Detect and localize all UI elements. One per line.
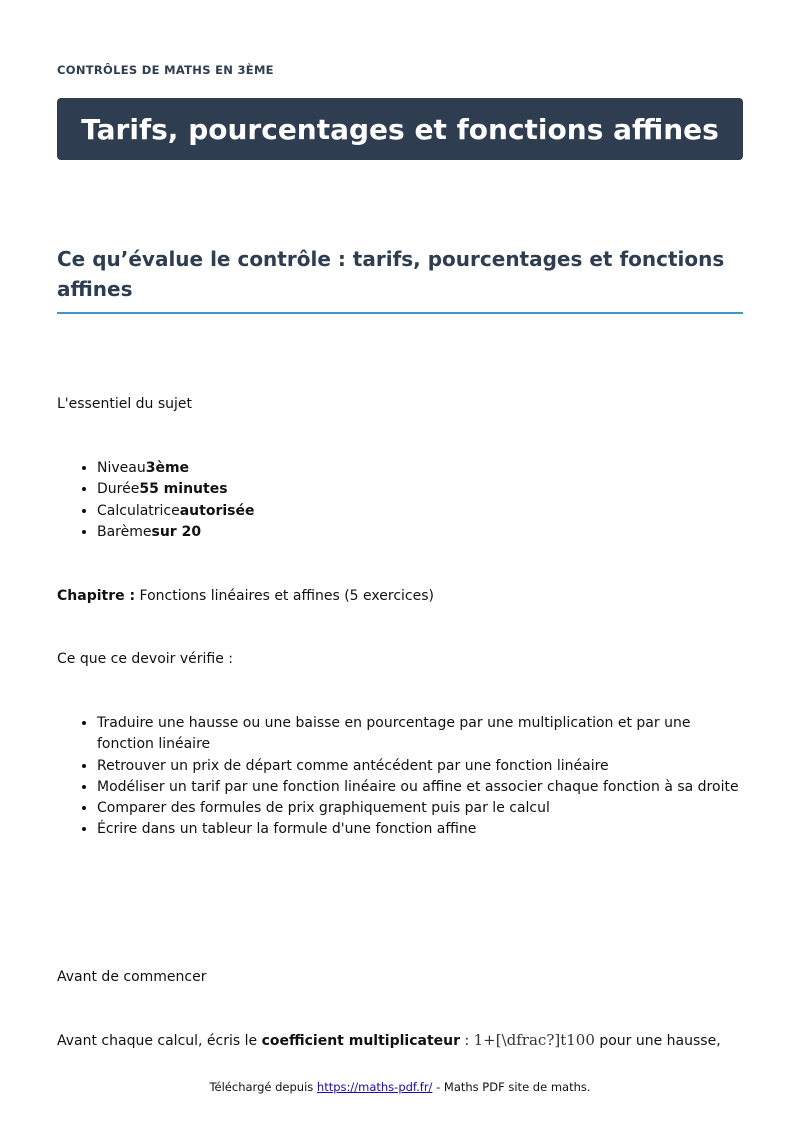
list-item [97,522,743,543]
list-item: • Traduire une hausse ou une baisse en pourcentage par une multiplication et par une fonction linéaire [97,713,743,756]
document-title: Tarifs, pourcentages et fonctions affines [81,112,719,146]
checks-list [57,713,743,841]
essential-label: Durée [97,481,140,498]
coefficient-term: coefficient multiplicateur [261,1033,461,1049]
footer-prefix: Téléchargé depuis [209,1080,317,1094]
essential-value: sur 20 [151,523,202,540]
list-item [97,501,743,522]
essential-value: autorisée [179,502,255,519]
title-banner [57,98,743,160]
essentials-intro: L'essentiel du sujet [57,396,193,412]
before-sentence [57,1030,721,1052]
essential-label: Barème [97,523,152,540]
page-footer [0,1080,800,1094]
list-item: • Modéliser un tarif par une fonction linéaire ou affine et associer chaque fonction à sa droite [97,777,743,798]
list-item: • Écrire dans un tableur la formule d'une fonction affine [97,819,743,840]
before-heading: Avant de commencer [57,969,207,985]
checks-intro: Ce que ce devoir vérifie : [57,651,234,667]
essential-label: Niveau [97,460,146,476]
series-kicker: CONTRÔLES DE MATHS EN 3ÈME [57,63,274,77]
essential-value: 55 minutes [139,481,228,498]
chapter-line [57,586,434,607]
footer-link[interactable]: https://maths-pdf.fr/ [316,1080,433,1094]
footer-suffix: - Maths PDF site de maths. [432,1080,591,1094]
essential-label: Calculatrice [97,502,180,519]
section-heading: Ce qu’évalue le contrôle : tarifs, pourcentages et fonctions affines [57,244,743,314]
list-item [97,479,743,500]
list-item: • Retrouver un prix de départ comme antécédent par une fonction linéaire [97,756,743,777]
sentence-colon: : [460,1033,474,1049]
essential-value: 3ème [145,460,190,476]
list-item: • Comparer des formules de prix graphiquement puis par le calcul [97,798,743,819]
chapter-label: Chapitre : [57,588,136,604]
sentence-end: pour une hausse, [594,1033,721,1049]
coefficient-formula: 1+[\dfrac?]t100 [473,1031,595,1049]
chapter-text: Fonctions linéaires et affines (5 exercices) [135,588,434,604]
list-item [97,458,743,479]
sentence-start: Avant chaque calcul, écris le [57,1033,262,1049]
essentials-list [57,458,743,543]
